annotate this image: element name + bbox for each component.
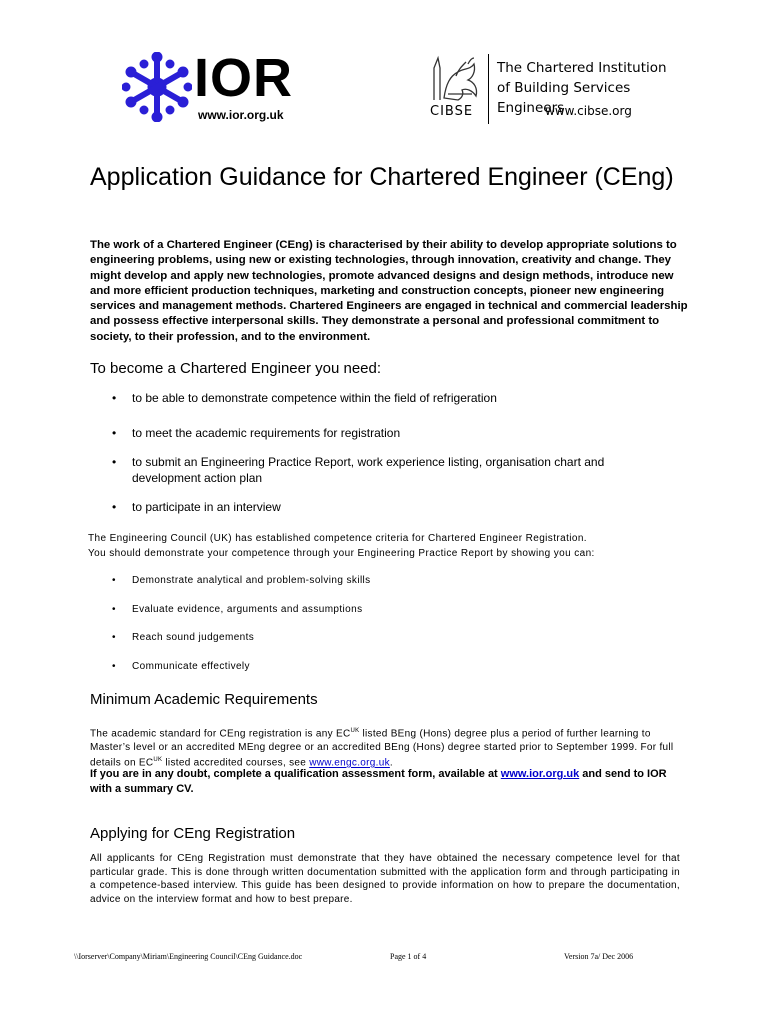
bullet-icon: • bbox=[112, 632, 116, 643]
need-item-text: to participate in an interview bbox=[132, 500, 281, 514]
bullet-icon: • bbox=[112, 500, 117, 514]
cibse-logo bbox=[428, 54, 698, 124]
snowflake-icon bbox=[122, 52, 192, 122]
need-heading: To become a Chartered Engineer you need: bbox=[90, 360, 382, 377]
academic-heading: Minimum Academic Requirements bbox=[90, 691, 318, 708]
doubt-text-2: and send to IOR with a summary CV. bbox=[90, 768, 667, 795]
doubt-paragraph bbox=[90, 767, 690, 797]
logo-divider bbox=[488, 54, 489, 124]
page-title: Application Guidance for Chartered Engineer (CEng) bbox=[90, 163, 674, 191]
footer-version: Version 7a/ Dec 2006 bbox=[564, 952, 634, 961]
academic-text-1: The academic standard for CEng registration is any EC bbox=[90, 728, 351, 740]
footer-page-number: Page 1 of 4 bbox=[390, 952, 427, 961]
apply-paragraph: All applicants for CEng Registration must demonstrate that they have obtained the necessary competence level for that particular grade. This is done through written documentation submitted with the application form and through participating in a competence-based interview. This guide has been designed to provide information on how to prepare the documentation, advice on the interview format and how to best prepare. bbox=[90, 853, 680, 906]
bullet-icon: • bbox=[112, 661, 116, 672]
cibse-word: CIBSE bbox=[430, 104, 474, 119]
academic-paragraph bbox=[90, 725, 690, 770]
intro-paragraph: The work of a Chartered Engineer (CEng) is characterised by their ability to develop appropriate solutions to engineering problems, using new or existing technologies, through innovation, creativity and change. They might develop and apply new technologies, promote advanced designs and design methods, introduce new and more efficient production techniques, marketing and construction concepts, pioneer new engineering services and management methods. Chartered Engineers are engaged in technical and commercial leadership and possess effective interpersonal skills. They demonstrate a personal and professional commitment to society, to their profession, and to the environment. bbox=[90, 239, 688, 343]
bullet-icon: • bbox=[112, 455, 117, 469]
ec-paragraph bbox=[88, 532, 708, 561]
footer-file-path: \\Iorserver\Company\Miriam\Engineering Council\CEng Guidance.doc bbox=[74, 952, 303, 961]
need-item-text: to be able to demonstrate competence within the field of refrigeration bbox=[132, 391, 497, 405]
ec-line-2: You should demonstrate your competence through your Engineering Practice Report by showing you can: bbox=[88, 547, 595, 559]
apply-heading: Applying for CEng Registration bbox=[90, 825, 296, 842]
cibse-url[interactable]: www.cibse.org bbox=[545, 104, 632, 118]
need-item-text: to submit an Engineering Practice Report, work experience listing, organisation chart and development action plan bbox=[132, 455, 605, 485]
ior-link[interactable]: www.ior.org.uk bbox=[500, 768, 580, 780]
competence-item-text: Communicate effectively bbox=[132, 661, 250, 672]
uk-superscript: UK bbox=[153, 757, 163, 764]
bullet-icon: • bbox=[112, 575, 116, 586]
bullet-icon: • bbox=[112, 391, 117, 405]
bullet-icon: • bbox=[112, 426, 117, 440]
engc-link[interactable]: www.engc.org.uk bbox=[309, 757, 390, 769]
academic-text-3: listed accredited courses, see bbox=[162, 757, 310, 769]
competence-item-text: Evaluate evidence, arguments and assumptions bbox=[132, 604, 363, 615]
need-item-text: to meet the academic requirements for registration bbox=[132, 426, 401, 440]
ior-logo-text: IOR bbox=[194, 48, 294, 108]
bullet-icon: • bbox=[112, 604, 116, 615]
academic-text-2: listed BEng (Hons) degree plus a period of further learning to Master’s level or an accredited MEng degree or an accredited BEng (Hons) degree started prior to September 1999. For full details on EC bbox=[90, 728, 674, 769]
competence-item-text: Demonstrate analytical and problem-solving skills bbox=[132, 575, 371, 586]
ior-logo bbox=[122, 48, 322, 128]
cibse-line-2: of Building Services Engineers bbox=[497, 80, 631, 116]
doubt-text-1: If you are in any doubt, complete a qualification assessment form, available at bbox=[90, 768, 501, 780]
uk-superscript: UK bbox=[350, 728, 360, 734]
ec-line-1: The Engineering Council (UK) has established competence criteria for Chartered Engineer Registration. bbox=[88, 533, 587, 544]
competence-item-text: Reach sound judgements bbox=[132, 632, 255, 643]
ior-url[interactable]: www.ior.org.uk bbox=[198, 108, 284, 122]
cibse-line-1: The Chartered Institution bbox=[497, 60, 667, 76]
academic-text-4: . bbox=[389, 757, 393, 769]
cibse-crest-icon bbox=[428, 54, 484, 104]
